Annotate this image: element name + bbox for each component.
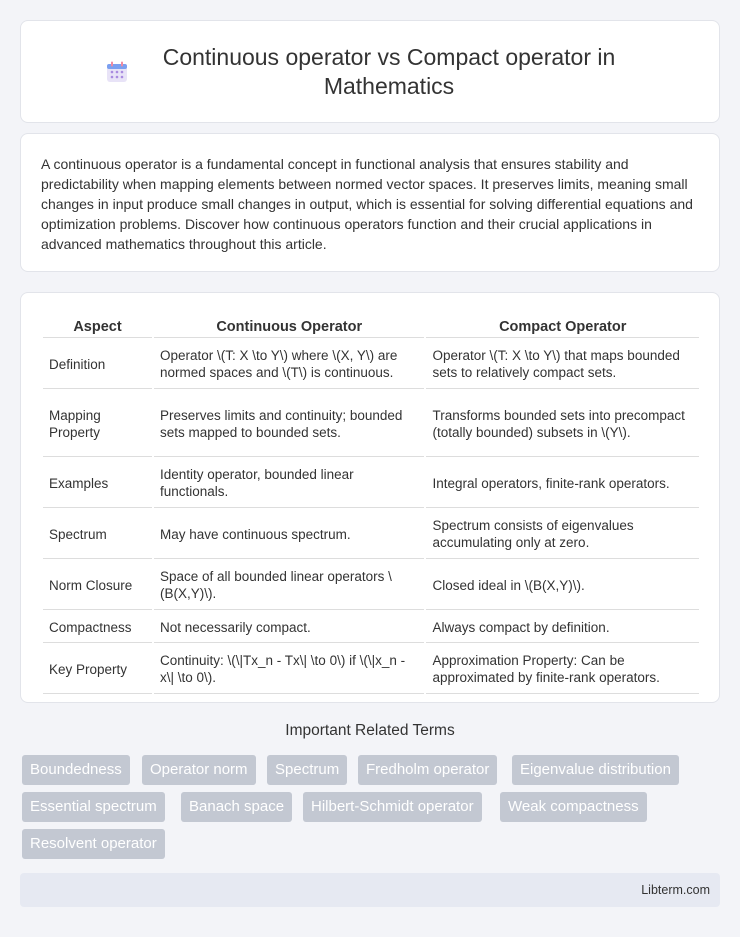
row-continuous: Preserves limits and continuity; bounded sets mapped to bounded sets. — [154, 391, 424, 457]
table-row — [43, 459, 699, 508]
footer-site-link[interactable]: Libterm.com — [641, 883, 710, 897]
table-row — [43, 510, 699, 559]
row-continuous: Continuity: \(\|Tx_n - Tx\| \to 0\) if \(\|x_n - x\| \to 0\). — [154, 645, 424, 694]
row-aspect: Key Property — [43, 645, 152, 694]
header-continuous: Continuous Operator — [154, 315, 424, 338]
table-row — [43, 340, 699, 389]
row-continuous: Space of all bounded linear operators \(B(X,Y)\). — [154, 561, 424, 610]
table-row — [43, 645, 699, 694]
row-compact: Always compact by definition. — [426, 612, 699, 643]
page-title: Continuous operator vs Compact operator in Mathematics — [162, 43, 616, 99]
row-aspect: Spectrum — [43, 510, 152, 559]
row-compact: Integral operators, finite-rank operators. — [426, 459, 699, 508]
footer — [20, 873, 720, 907]
tag-spectrum[interactable]: Spectrum — [267, 755, 347, 785]
title-wrap — [106, 43, 634, 101]
tag-resolvent-operator[interactable]: Resolvent operator — [22, 829, 165, 859]
row-continuous: Not necessarily compact. — [154, 612, 424, 643]
title-card — [20, 20, 720, 123]
row-aspect: Compactness — [43, 612, 152, 643]
row-compact: Operator \(T: X \to Y\) that maps bounded sets to relatively compact sets. — [426, 340, 699, 389]
related-terms-title: Important Related Terms — [285, 722, 455, 739]
tag-banach-space[interactable]: Banach space — [181, 792, 292, 822]
row-compact: Spectrum consists of eigenvalues accumulating only at zero. — [426, 510, 699, 559]
table-row — [43, 561, 699, 610]
tag-boundedness[interactable]: Boundedness — [22, 755, 130, 785]
tag-operator-norm[interactable]: Operator norm — [142, 755, 256, 785]
row-aspect: Examples — [43, 459, 152, 508]
comparison-card — [20, 292, 720, 703]
row-compact: Transforms bounded sets into precompact (totally bounded) subsets in \(Y\). — [426, 391, 699, 457]
row-continuous: May have continuous spectrum. — [154, 510, 424, 559]
row-continuous: Identity operator, bounded linear functionals. — [154, 459, 424, 508]
table-row — [43, 612, 699, 643]
row-aspect: Definition — [43, 340, 152, 389]
row-compact: Approximation Property: Can be approximated by finite-rank operators. — [426, 645, 699, 694]
header-aspect: Aspect — [43, 315, 152, 338]
row-compact: Closed ideal in \(B(X,Y)\). — [426, 561, 699, 610]
calendar-icon — [106, 61, 128, 83]
tag-essential-spectrum[interactable]: Essential spectrum — [22, 792, 165, 822]
tag-hilbert-schmidt-operator[interactable]: Hilbert-Schmidt operator — [303, 792, 482, 822]
row-aspect: Norm Closure — [43, 561, 152, 610]
intro-paragraph: A continuous operator is a fundamental concept in functional analysis that ensures stability and predictability when mapping elements between normed vector spaces. It preserves limits, meaning small changes in input produce small changes in output, which is essential for solving differential equations and optimization problems. Discover how continuous operators function and their crucial applications in advanced mathematics throughout this article. — [41, 156, 693, 252]
intro-card — [20, 133, 720, 272]
header-compact: Compact Operator — [426, 315, 699, 338]
comparison-table — [41, 313, 701, 696]
table-header-row — [43, 315, 699, 338]
table-row — [43, 391, 699, 457]
row-aspect: Mapping Property — [43, 391, 152, 457]
tag-eigenvalue-distribution[interactable]: Eigenvalue distribution — [512, 755, 679, 785]
tag-weak-compactness[interactable]: Weak compactness — [500, 792, 647, 822]
tag-fredholm-operator[interactable]: Fredholm operator — [358, 755, 497, 785]
row-continuous: Operator \(T: X \to Y\) where \(X, Y\) are normed spaces and \(T\) is continuous. — [154, 340, 424, 389]
